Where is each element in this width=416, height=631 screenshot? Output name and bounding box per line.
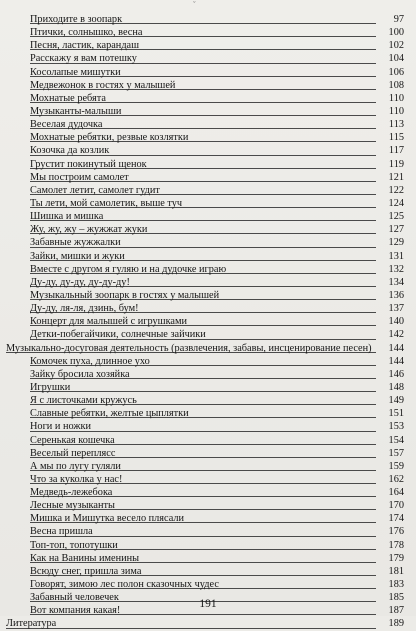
toc-entry-title: Лесные музыканты	[30, 500, 115, 512]
toc-entry-page: 174	[388, 513, 404, 525]
toc-entry-title: Медведь-лежебока	[30, 487, 113, 499]
toc-entry-title: Игрушки	[30, 381, 71, 393]
toc-entry-title: Музыканты-малыши	[30, 105, 122, 117]
toc-entry	[6, 342, 406, 355]
toc-entry	[6, 92, 406, 105]
toc-entry	[6, 250, 406, 263]
toc-entry	[6, 565, 406, 578]
toc-entry-title: Мы построим самолет	[30, 171, 129, 183]
toc-entry-title: Музыкальный зоопарк в гостях у малышей	[30, 289, 220, 301]
toc-entry	[6, 499, 406, 512]
toc-entry-page: 176	[388, 526, 404, 538]
toc-entry-title: Забавный человечек	[30, 592, 119, 604]
toc-entry-title: Козочка да козлик	[30, 145, 110, 157]
toc-entry-title: Веселая дудочка	[30, 119, 103, 131]
toc-leader-line	[6, 628, 376, 629]
toc-entry-page: 106	[388, 66, 404, 78]
toc-entry-title: Весна пришла	[30, 526, 93, 538]
toc-entry-title: Комочек пуха, длинное ухо	[30, 355, 150, 367]
toc-entry-page: 122	[388, 184, 404, 196]
toc-entry-title: Вместе с другом я гуляю и на дудочке играю	[30, 263, 227, 275]
toc-entry	[6, 552, 406, 565]
toc-entry-page: 187	[388, 605, 404, 617]
toc-entry	[6, 617, 406, 630]
toc-entry	[6, 381, 406, 394]
toc-entry	[6, 368, 406, 381]
toc-entry	[6, 525, 406, 538]
toc-entry-title: Забавные жужжалки	[30, 237, 121, 249]
toc-entry	[6, 52, 406, 65]
toc-entry	[6, 355, 406, 368]
toc-entry	[6, 184, 406, 197]
toc-entry	[6, 276, 406, 289]
toc-entry-title: Зайки, мишки и жуки	[30, 250, 125, 262]
toc-entry-title: Расскажу я вам потешку	[30, 53, 137, 65]
toc-entry	[6, 434, 406, 447]
toc-entry	[6, 66, 406, 79]
toc-entry-page: 115	[388, 132, 404, 144]
toc-entry-page: 125	[388, 211, 404, 223]
toc-entry	[6, 197, 406, 210]
toc-entry-title: Зайку бросила хозяйка	[30, 368, 130, 380]
toc-leader-line	[30, 391, 376, 392]
page-number: 191	[199, 598, 217, 610]
toc-entry-page: 170	[388, 500, 404, 512]
toc-entry-title: Литература	[6, 618, 57, 630]
toc-entry-page: 121	[388, 171, 404, 183]
toc-entry-title: Я с листочками кружусь	[30, 395, 137, 407]
toc-entry-page: 132	[388, 263, 404, 275]
toc-entry	[6, 328, 406, 341]
toc-entry-page: 108	[388, 79, 404, 91]
toc-entry	[6, 158, 406, 171]
toc-entry	[6, 210, 406, 223]
toc-entry-page: 110	[388, 105, 404, 117]
toc-entry-title: Мохнатые ребятки, резвые козлятки	[30, 132, 189, 144]
toc-entry-title: Всюду снег, пришла зима	[30, 565, 142, 577]
page-top-mark: ˇ	[193, 0, 196, 9]
toc-entry-page: 178	[388, 539, 404, 551]
toc-entry	[6, 447, 406, 460]
toc-entry-page: 181	[388, 565, 404, 577]
toc-entry-page: 129	[388, 237, 404, 249]
toc-entry-page: 134	[388, 276, 404, 288]
toc-entry	[6, 460, 406, 473]
toc-entry-page: 148	[388, 381, 404, 393]
toc-entry	[6, 420, 406, 433]
toc-entry-page: 146	[388, 368, 404, 380]
toc-entry-page: 97	[393, 14, 404, 25]
toc-entry	[6, 105, 406, 118]
toc-entry-title: Говорят, зимою лес полон сказочных чудес	[30, 579, 219, 591]
toc-entry-title: Вот компания какая!	[30, 605, 121, 617]
toc-entry-title: Птички, солнышко, весна	[30, 27, 143, 39]
toc-entry-title: Грустит покинутый щенок	[30, 158, 147, 170]
toc-entry	[6, 131, 406, 144]
toc-entry-page: 137	[388, 303, 404, 315]
table-of-contents	[6, 13, 406, 631]
toc-entry	[6, 473, 406, 486]
toc-entry-title: Как на Ванины именины	[30, 552, 140, 564]
toc-entry-title: Музыкально-досуговая деятельность (развлечения, забавы, инсценирование песен)	[6, 342, 372, 354]
toc-entry-title: Самолет летит, самолет гудит	[30, 184, 160, 196]
toc-entry	[6, 13, 406, 26]
toc-entry-page: 110	[388, 92, 404, 104]
toc-entry-title: Медвежонок в гостях у малышей	[30, 79, 176, 91]
toc-entry	[6, 223, 406, 236]
toc-entry-page: 164	[388, 487, 404, 499]
toc-entry-page: 117	[388, 145, 404, 157]
toc-entry-page: 127	[388, 224, 404, 236]
toc-entry	[6, 302, 406, 315]
toc-entry-title: Шишка и мишка	[30, 211, 104, 223]
toc-entry-page: 102	[388, 40, 404, 52]
toc-entry-page: 140	[388, 316, 404, 328]
toc-entry-title: Ду-ду, ля-ля, дзинь, бум!	[30, 303, 139, 315]
toc-entry-title: Жу, жу, жу – жужжат жуки	[30, 224, 148, 236]
toc-entry	[6, 79, 406, 92]
toc-entry-page: 159	[388, 460, 404, 472]
toc-entry-page: 149	[388, 395, 404, 407]
toc-entry-title: Веселый переплясс	[30, 447, 116, 459]
toc-entry-page: 189	[388, 618, 404, 630]
toc-entry-page: 183	[388, 579, 404, 591]
toc-entry-title: Мохнатые ребята	[30, 92, 106, 104]
toc-entry	[6, 394, 406, 407]
toc-entry	[6, 289, 406, 302]
toc-entry-title: Мишка и Мишутка весело плясали	[30, 513, 185, 525]
toc-entry-title: Концерт для малышей с игрушками	[30, 316, 188, 328]
toc-entry-title: Славные ребятки, желтые цыплятки	[30, 408, 189, 420]
toc-entry-page: 151	[388, 408, 404, 420]
toc-entry-page: 104	[388, 53, 404, 65]
toc-entry-page: 144	[388, 342, 404, 354]
toc-entry	[6, 315, 406, 328]
toc-entry-page: 124	[388, 197, 404, 209]
toc-entry	[6, 407, 406, 420]
toc-entry	[6, 512, 406, 525]
toc-entry	[6, 578, 406, 591]
toc-entry-title: Ты лети, мой самолетик, выше туч	[30, 197, 183, 209]
toc-entry-title: Приходите в зоопарк	[30, 14, 123, 25]
toc-entry-page: 153	[388, 421, 404, 433]
toc-entry	[6, 539, 406, 552]
toc-entry-page: 136	[388, 289, 404, 301]
toc-entry-page: 157	[388, 447, 404, 459]
toc-entry	[6, 118, 406, 131]
toc-entry-title: Ду-ду, ду-ду, ду-ду-ду!	[30, 276, 130, 288]
toc-entry-title: Ноги и ножки	[30, 421, 92, 433]
toc-entry-page: 142	[388, 329, 404, 341]
toc-entry-title: Серенькая кошечка	[30, 434, 115, 446]
toc-entry-page: 100	[388, 27, 404, 39]
toc-entry-title: Детки-побегайчики, солнечные зайчики	[30, 329, 206, 341]
toc-entry	[6, 486, 406, 499]
toc-entry-page: 179	[388, 552, 404, 564]
toc-entry	[6, 236, 406, 249]
toc-entry-page: 144	[388, 355, 404, 367]
toc-entry	[6, 39, 406, 52]
toc-entry-page: 185	[388, 592, 404, 604]
toc-entry-page: 154	[388, 434, 404, 446]
toc-entry-title: Песня, ластик, карандаш	[30, 40, 140, 52]
toc-entry	[6, 144, 406, 157]
toc-entry-title: Косолапые мишутки	[30, 66, 121, 78]
toc-entry-page: 119	[388, 158, 404, 170]
toc-entry-title: Что за куколка у нас!	[30, 473, 123, 485]
toc-entry-title: Топ-топ, топотушки	[30, 539, 118, 551]
toc-entry	[6, 171, 406, 184]
toc-entry-title: А мы по лугу гуляли	[30, 460, 121, 472]
toc-entry	[6, 263, 406, 276]
toc-entry-page: 162	[388, 473, 404, 485]
toc-entry	[6, 26, 406, 39]
toc-entry-page: 131	[388, 250, 404, 262]
toc-entry-page: 113	[388, 119, 404, 131]
